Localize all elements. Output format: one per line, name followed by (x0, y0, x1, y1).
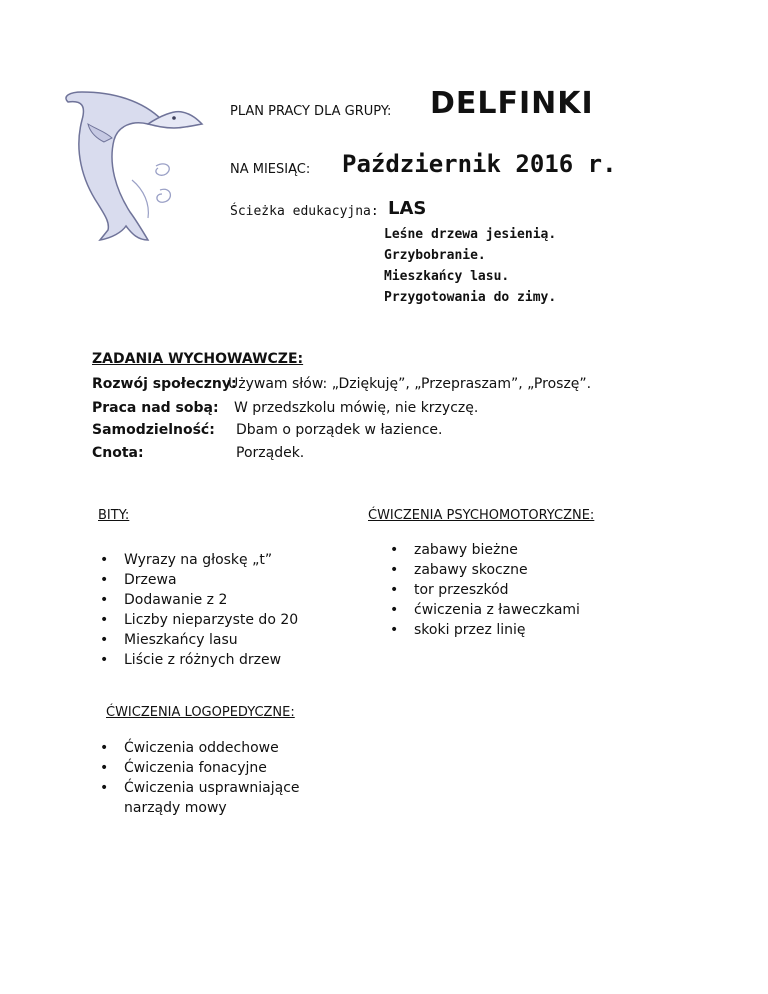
topic-item: Mieszkańcy lasu. (384, 269, 510, 284)
list-item: • Ćwiczenia usprawniające narządy mowy (98, 778, 324, 818)
list-item: • skoki przez linię (388, 620, 580, 640)
topic-item: Grzybobranie. (384, 248, 486, 263)
logo-list (98, 738, 338, 818)
logo-heading: ĆWICZENIA LOGOPEDYCZNE: (106, 705, 295, 720)
list-item: • zabawy bieżne (388, 540, 580, 560)
task-label: Samodzielność: (92, 422, 215, 438)
psycho-heading: ĆWICZENIA PSYCHOMOTORYCZNE: (368, 508, 595, 523)
task-label: Rozwój społeczny: (92, 376, 237, 392)
list-item: • Ćwiczenia oddechowe (98, 738, 338, 758)
task-label: Praca nad sobą: (92, 400, 219, 416)
list-item: • Drzewa (98, 570, 298, 590)
month-label: NA MIESIĄC: (230, 162, 311, 177)
list-item: • ćwiczenia z ławeczkami (388, 600, 580, 620)
topic-list (384, 224, 556, 308)
topic-item: Przygotowania do zimy. (384, 290, 557, 305)
path-value: LAS (388, 198, 427, 219)
task-label: Cnota: (92, 445, 144, 461)
list-item: • Liczby nieparzyste do 20 (98, 610, 298, 630)
list-item: • Wyrazy na głoskę „t” (98, 550, 298, 570)
list-item: • Mieszkańcy lasu (98, 630, 298, 650)
plan-label: PLAN PRACY DLA GRUPY: (230, 104, 392, 119)
bity-list (98, 550, 298, 670)
task-value: Dbam o porządek w łazience. (236, 422, 443, 438)
list-item: • zabawy skoczne (388, 560, 580, 580)
list-item: • tor przeszkód (388, 580, 580, 600)
bity-heading: BITY: (98, 508, 130, 523)
group-name: DELFINKI (430, 86, 594, 121)
tasks-heading: ZADANIA WYCHOWAWCZE: (92, 351, 304, 367)
dolphin-illustration (52, 80, 212, 250)
task-value: Porządek. (236, 445, 305, 461)
list-item: • Ćwiczenia fonacyjne (98, 758, 338, 778)
list-item: • Liście z różnych drzew (98, 650, 298, 670)
path-label: Ścieżka edukacyjna: (230, 204, 379, 219)
psycho-list (388, 540, 580, 640)
month-value: Październik 2016 r. (342, 150, 617, 178)
list-item: • Dodawanie z 2 (98, 590, 298, 610)
task-value: Używam słów: „Dziękuję”, „Przepraszam”, „Proszę”. (228, 376, 592, 392)
task-value: W przedszkolu mówię, nie krzyczę. (234, 400, 479, 416)
topic-item: Leśne drzewa jesienią. (384, 227, 557, 242)
